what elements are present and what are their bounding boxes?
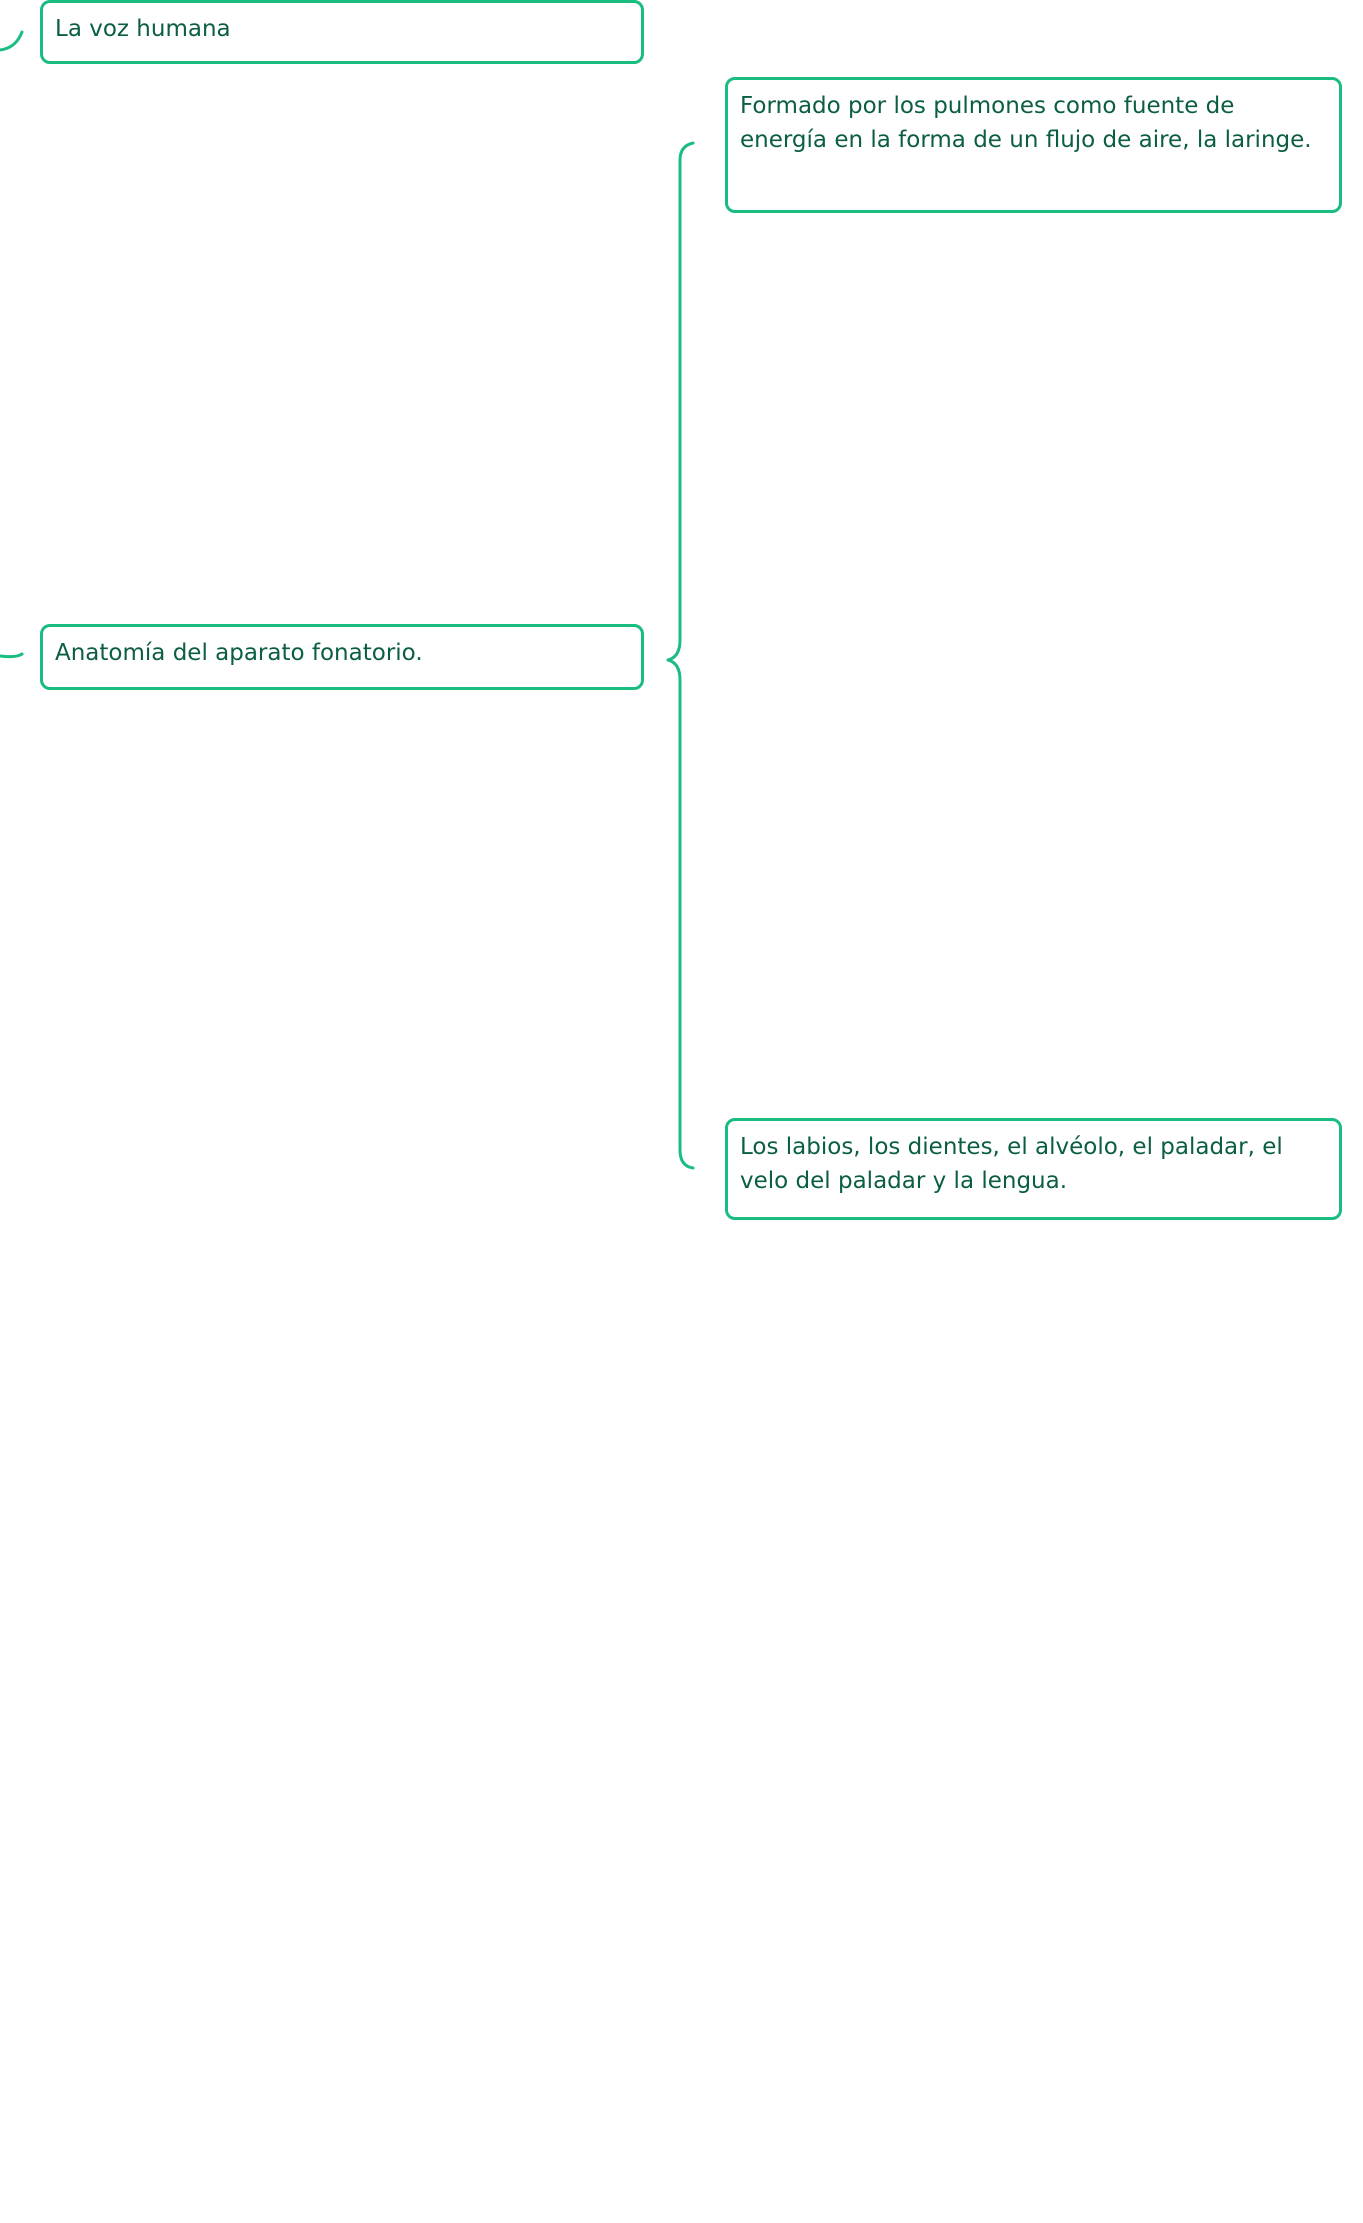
root-connector (0, 32, 22, 50)
root-node[interactable] (40, 0, 644, 64)
anatomy-node[interactable] (40, 624, 644, 690)
lungs-node-label: Formado por los pulmones como fuente de energía en la forma de un flujo de aire, la laringe. (740, 93, 1312, 153)
articulators-node[interactable] (725, 1118, 1342, 1220)
root-node-label: La voz humana (55, 16, 231, 42)
articulators-node-label: Los labios, los dientes, el alvéolo, el paladar, el velo del paladar y la lengua. (740, 1134, 1283, 1194)
lungs-node[interactable] (725, 77, 1342, 213)
anatomy-node-label: Anatomía del aparato fonatorio. (55, 640, 423, 666)
children-brace (668, 143, 693, 1168)
anatomy-connector (0, 654, 22, 657)
